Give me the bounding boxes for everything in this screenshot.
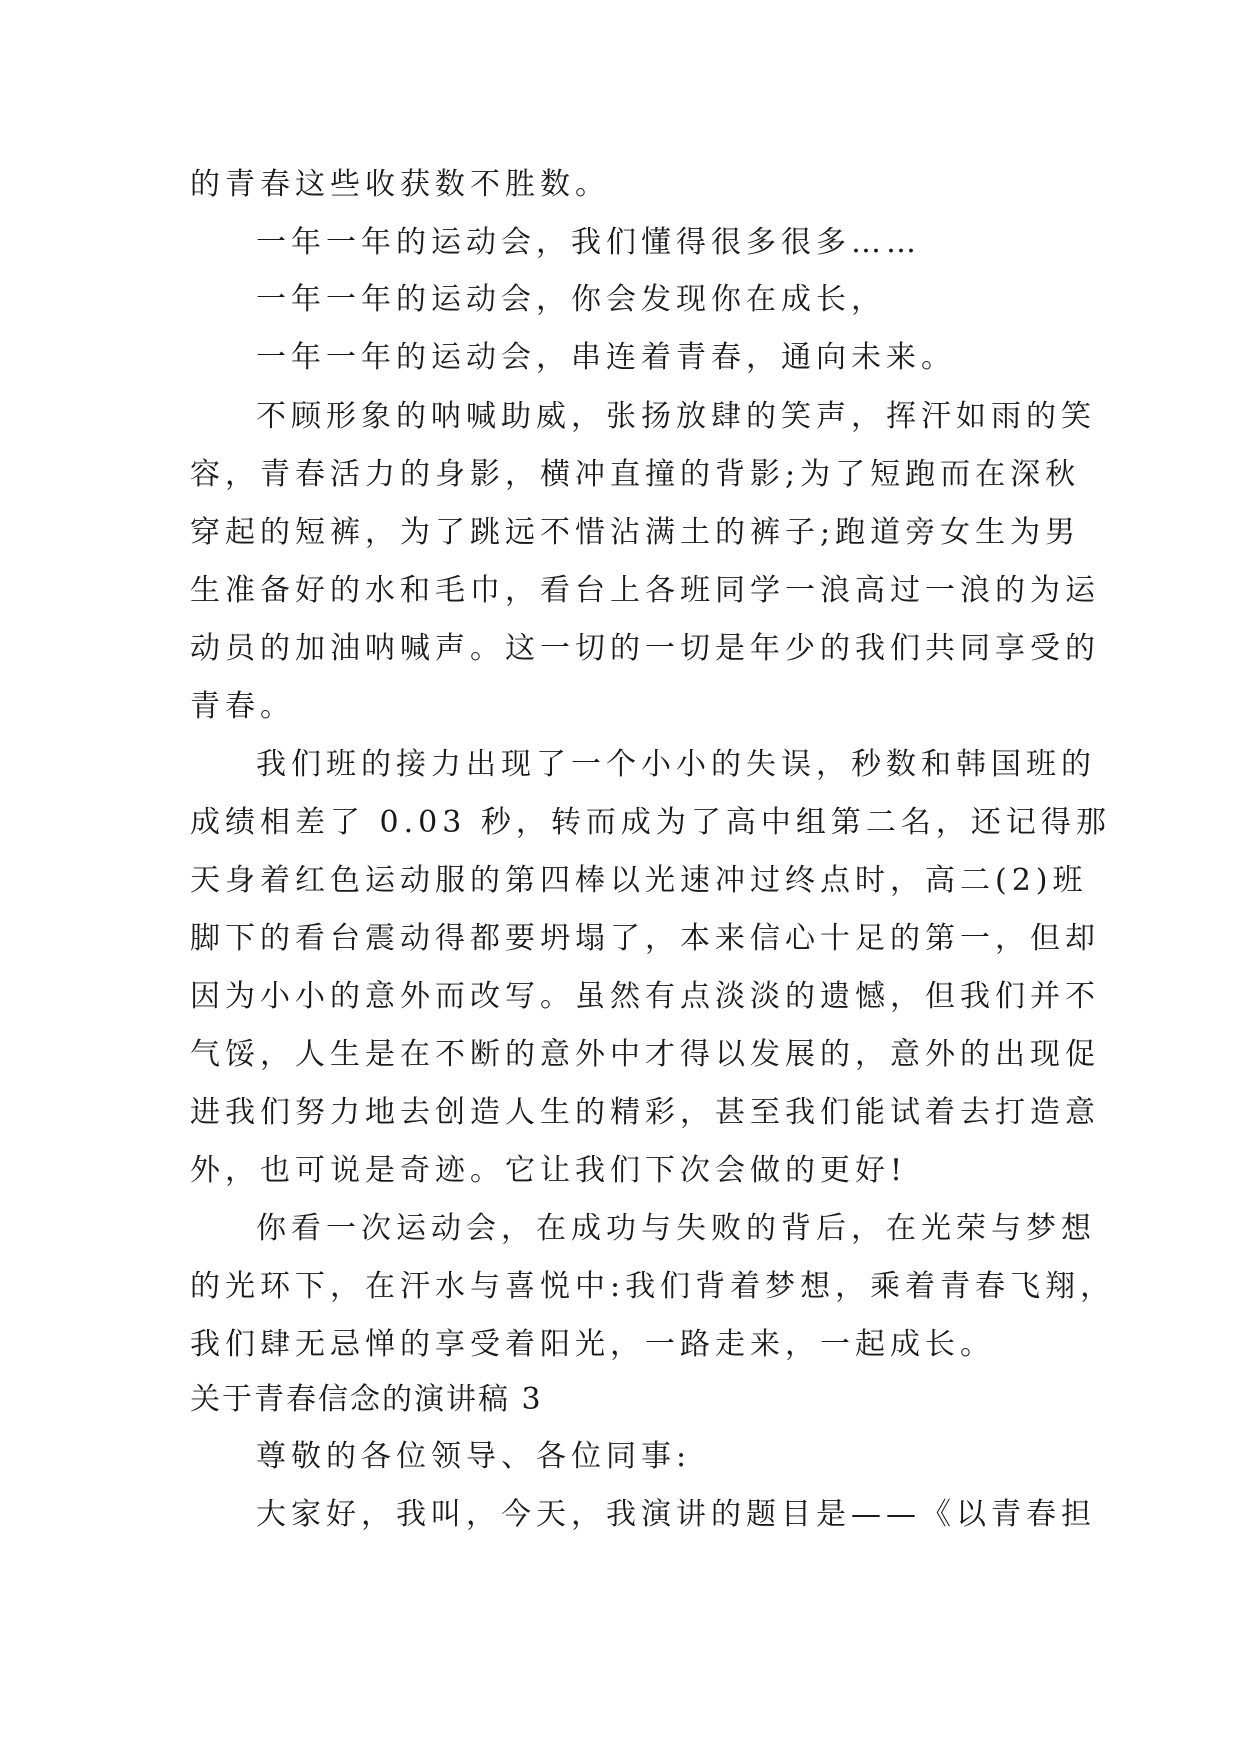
text-line-17: 进我们努力地去创造人生的精彩，甚至我们能试着去打造意: [190, 1095, 1100, 1130]
text-line-24: 大家好，我叫，今天，我演讲的题目是——《以青春担: [256, 1497, 1096, 1532]
text-line-13: 天身着红色运动服的第四棒以光速冲过终点时，高二(2)班: [190, 863, 1088, 898]
text-line-20: 的光环下，在汗水与喜悦中:我们背着梦想，乘着青春飞翔，: [190, 1269, 1116, 1304]
text-line-7: 穿起的短裤，为了跳远不惜沾满土的裤子;跑道旁女生为男: [190, 515, 1081, 550]
text-line-2: 一年一年的运动会，我们懂得很多很多……: [256, 225, 921, 260]
text-line-16: 气馁，人生是在不断的意外中才得以发展的，意外的出现促: [190, 1037, 1100, 1072]
text-line-11: 我们班的接力出现了一个小小的失误，秒数和韩国班的: [256, 747, 1096, 782]
text-line-4: 一年一年的运动会，串连着青春，通向未来。: [256, 340, 956, 375]
text-line-14: 脚下的看台震动得都要坍塌了，本来信心十足的第一，但却: [190, 921, 1100, 956]
text-line-15: 因为小小的意外而改写。虽然有点淡淡的遗憾，但我们并不: [190, 979, 1100, 1014]
text-line-23: 尊敬的各位领导、各位同事:: [256, 1439, 692, 1474]
text-line-18: 外，也可说是奇迹。它让我们下次会做的更好!: [190, 1153, 908, 1188]
text-line-10: 青春。: [190, 689, 295, 724]
text-line-1: 的青春这些收获数不胜数。: [190, 167, 610, 202]
text-line-5: 不顾形象的呐喊助威，张扬放肆的笑声，挥汗如雨的笑: [256, 399, 1096, 434]
text-line-3: 一年一年的运动会，你会发现你在成长，: [256, 282, 886, 317]
text-line-12: 成绩相差了 0.03 秒，转而成为了高中组第二名，还记得那: [190, 805, 1111, 840]
text-line-9: 动员的加油呐喊声。这一切的一切是年少的我们共同享受的: [190, 631, 1100, 666]
section-heading: 关于青春信念的演讲稿 3: [190, 1382, 543, 1417]
text-line-19: 你看一次运动会，在成功与失败的背后，在光荣与梦想: [256, 1211, 1096, 1246]
text-line-8: 生准备好的水和毛巾，看台上各班同学一浪高过一浪的为运: [190, 573, 1100, 608]
text-line-6: 容，青春活力的身影，横冲直撞的背影;为了短跑而在深秋: [190, 457, 1081, 492]
text-line-21: 我们肆无忌惮的享受着阳光，一路走来，一起成长。: [190, 1327, 995, 1362]
